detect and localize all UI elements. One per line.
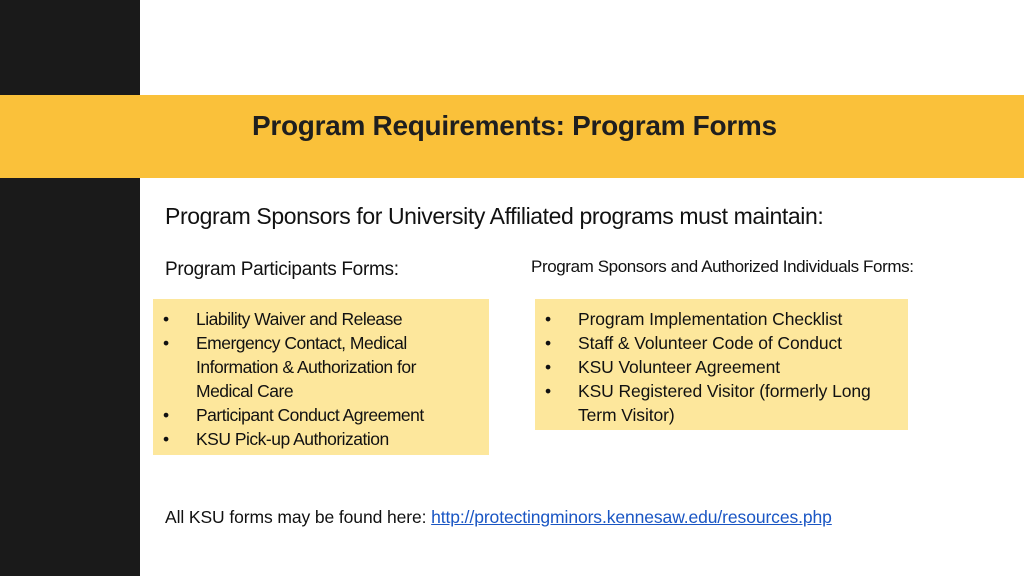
participants-forms-heading: Program Participants Forms:	[165, 259, 399, 280]
bullet: •	[545, 309, 552, 329]
list-item	[163, 403, 479, 427]
left-decorative-bar	[0, 0, 140, 576]
forms-location-note	[165, 507, 832, 528]
bullet: •	[163, 405, 169, 425]
list-item	[163, 427, 479, 451]
bullet: •	[545, 381, 552, 401]
bullet: •	[163, 333, 169, 353]
sponsors-forms-list	[545, 307, 898, 427]
list-item	[163, 331, 479, 403]
bullet: •	[163, 309, 169, 329]
list-item-text: Staff & Volunteer Code of Conduct	[578, 333, 842, 353]
list-item	[545, 355, 898, 379]
footer-text: All KSU forms may be found here:	[165, 507, 432, 527]
sponsors-forms-heading: Program Sponsors and Authorized Individuals Forms:	[531, 257, 914, 276]
bullet: •	[163, 429, 169, 449]
list-item-text: Participant Conduct Agreement	[196, 405, 424, 425]
list-item	[545, 331, 898, 355]
list-item	[545, 379, 898, 427]
list-item	[545, 307, 898, 331]
list-item	[163, 307, 479, 331]
list-item-text: Liability Waiver and Release	[196, 309, 403, 329]
sponsors-forms-box	[535, 299, 908, 430]
page-title: Program Requirements: Program Forms	[252, 110, 777, 141]
resources-link[interactable]: http://protectingminors.kennesaw.edu/resources.php	[431, 507, 832, 527]
subtitle: Program Sponsors for University Affiliated programs must maintain:	[165, 203, 824, 229]
bullet: •	[545, 357, 552, 377]
participants-forms-box	[153, 299, 489, 455]
list-item-text: Emergency Contact, Medical Information & Authorization for Medical Care	[196, 333, 416, 401]
list-item-text: KSU Registered Visitor (formerly Long Term Visitor)	[578, 381, 871, 425]
participants-forms-list	[163, 307, 479, 451]
list-item-text: KSU Pick-up Authorization	[196, 429, 389, 449]
bullet: •	[545, 333, 552, 353]
list-item-text: KSU Volunteer Agreement	[578, 357, 780, 377]
list-item-text: Program Implementation Checklist	[578, 309, 843, 329]
